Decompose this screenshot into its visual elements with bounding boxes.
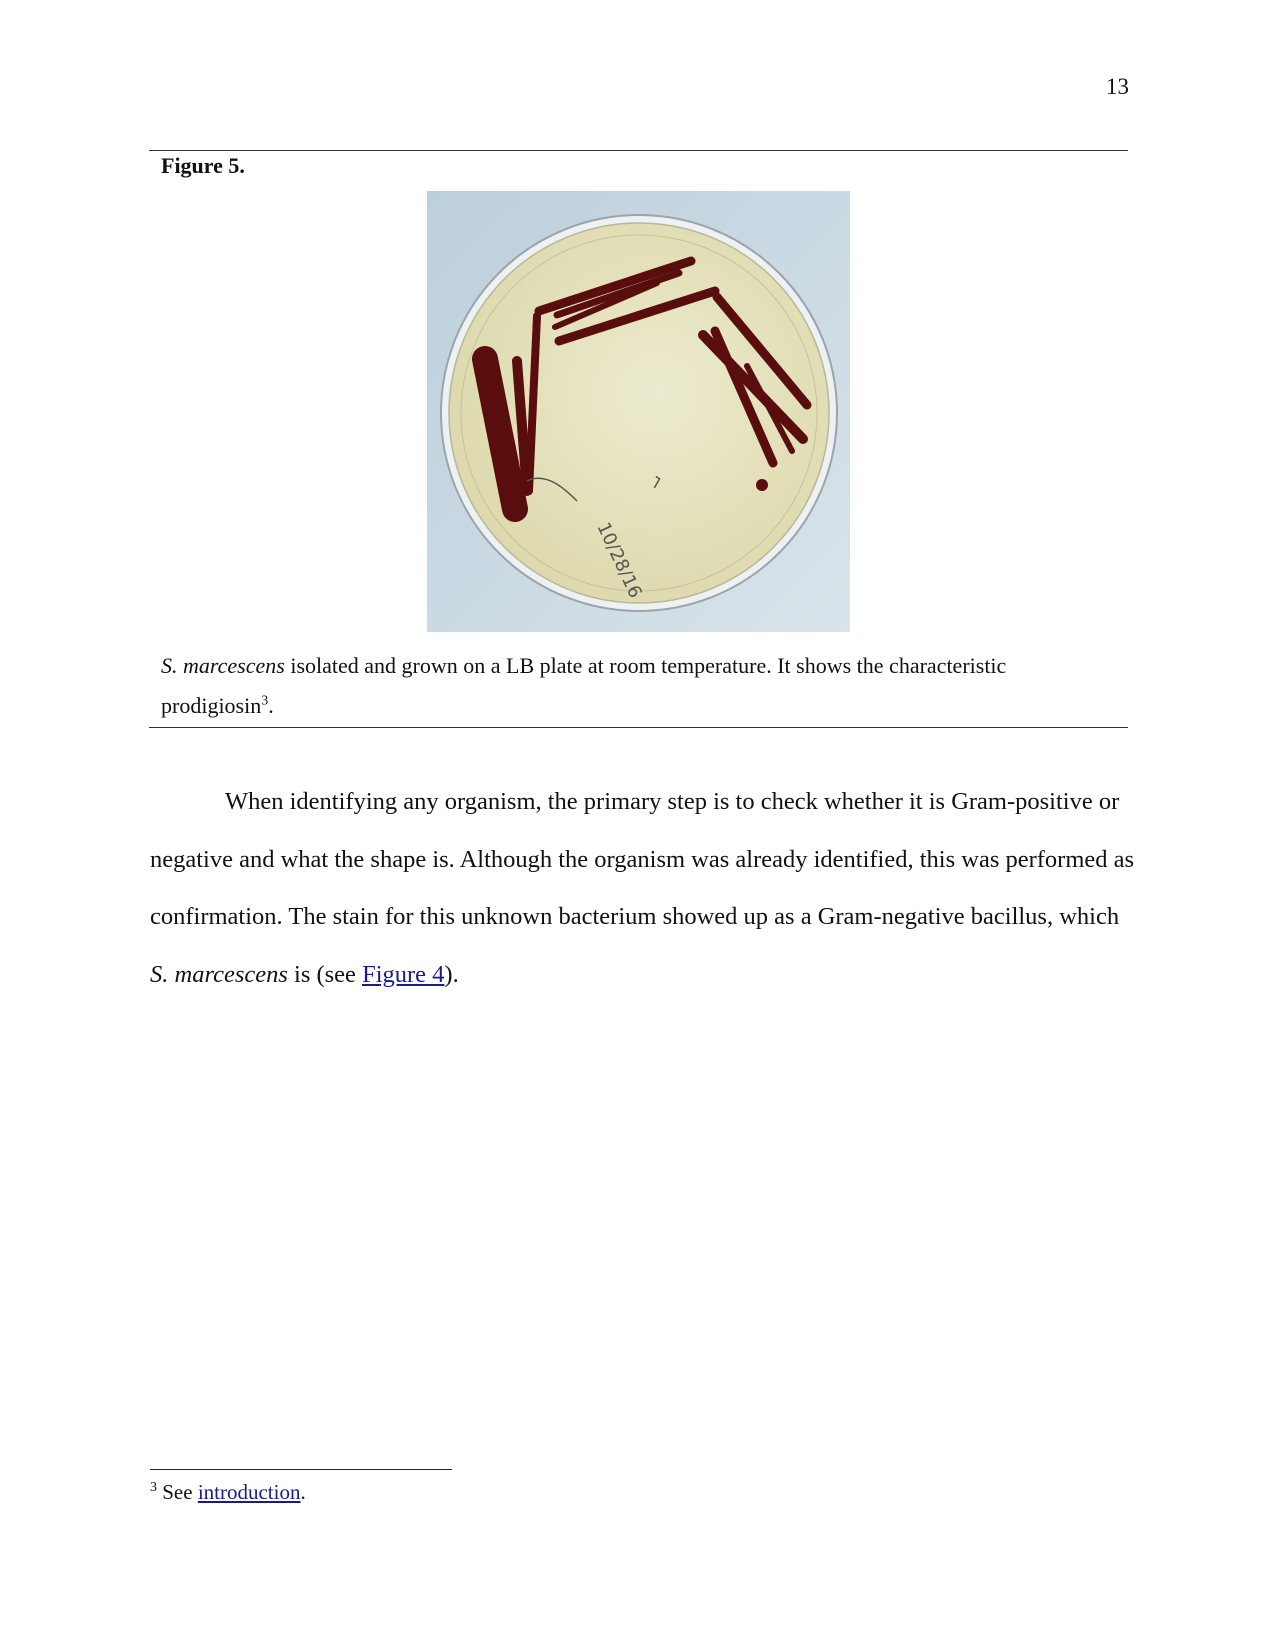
paragraph-part-2: is (see [287,960,363,988]
plate-mark: ⌐ [643,470,669,495]
figure-caption [161,646,1101,726]
petri-dish-photo [427,191,850,632]
caption-text: isolated and grown on a LB plate at room temperature. It shows the characteristic prodigiosin [161,653,1007,718]
caption-end: . [268,693,274,718]
figure-bottom-rule [149,727,1128,728]
introduction-link[interactable]: introduction [197,1480,301,1504]
paragraph-part-1: When identifying any organism, the primary step is to check whether it is Gram-positive or negative and what the shape is. Although the organism was already identified, this was performed as confirmation. The stain for this unknown bacterium showed up as a Gram-negative bacillus, which [150,788,1135,930]
figure-4-link[interactable]: Figure 4 [362,960,445,988]
plate-date: 10/28/16 [592,519,646,602]
footnote-number: 3 [150,1480,157,1495]
footnote-end: . [300,1480,306,1504]
body-paragraph [150,773,1135,1003]
paragraph-part-3: ). [444,960,459,988]
figure-top-rule [149,150,1128,151]
figure-label: Figure 5. [161,153,245,178]
footnote [150,1480,306,1505]
caption-footnote-ref[interactable]: 3 [261,693,269,709]
caption-species: S. marcescens [161,653,285,678]
paragraph-species: S. marcescens [150,960,288,988]
footnote-separator [150,1469,452,1470]
footnote-text: See [157,1480,198,1504]
page-number: 13 [1106,74,1129,99]
